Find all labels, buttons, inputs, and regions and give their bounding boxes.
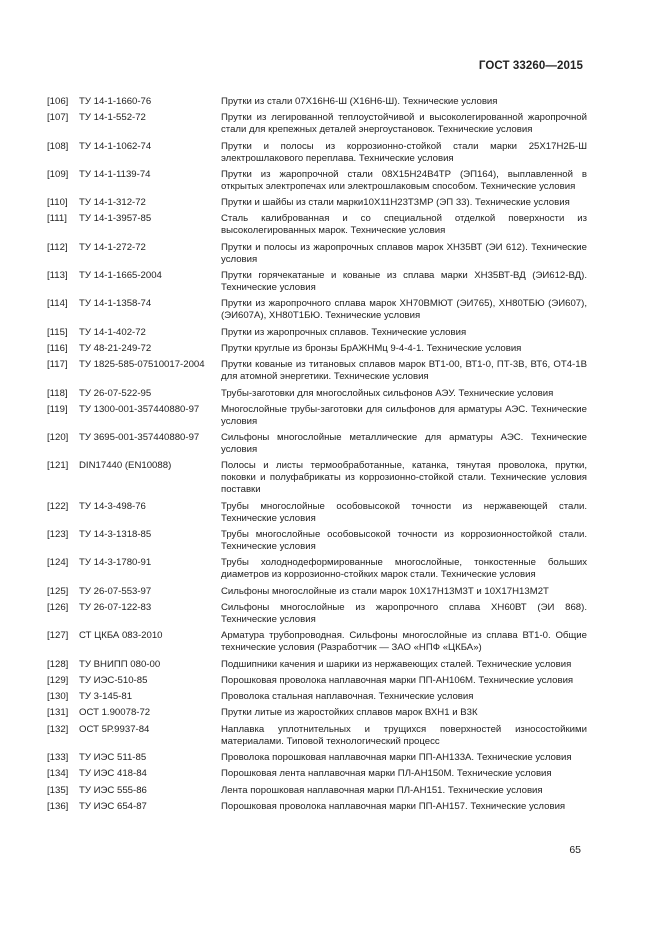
reference-title: Прутки и шайбы из стали марки10Х11Н23Т3МР (ЭП 33). Технические условия [221,197,570,209]
reference-item [47,752,587,764]
reference-number: [130] [47,691,69,703]
reference-title: Прутки из жаропрочной стали 08Х15Н24В4ТР (ЭП164), выплавленной в открытых электропечах или электрошлаковым способом. Технические условия [221,168,587,192]
reference-code: ТУ ИЭС 654-87 [79,800,147,812]
reference-item [47,529,587,553]
reference-number: [131] [47,707,69,719]
reference-title: Сильфоны многослойные из стали марок 10Х17Н13М3Т и 10Х17Н13М2Т [221,585,549,597]
reference-code: ТУ 3-145-81 [79,691,133,703]
reference-number: [133] [47,752,69,764]
reference-title: Трубы холоднодеформированные многослойные, тонкостенные больших диаметров из коррозионно-стойких марок стали. Технические условия [221,557,587,581]
reference-item [47,586,587,598]
reference-item [47,404,587,428]
reference-code: ТУ 14-3-1780-91 [79,557,152,569]
reference-code: ТУ 14-1-1139-74 [79,168,151,180]
reference-item [47,460,587,496]
reference-item [47,327,587,339]
reference-number: [114] [47,298,68,310]
reference-code: ТУ 26-07-122-83 [79,601,152,613]
reference-code: СТ ЦКБА 083-2010 [79,630,163,642]
reference-title: Трубы многослойные особовысокой точности из коррозионностойкой стали. Технические условия [221,529,587,553]
reference-number: [121] [47,460,69,472]
reference-code: ТУ 14-3-498-76 [79,500,146,512]
reference-number: [126] [47,601,69,613]
reference-code: ТУ ИЭС 511-85 [79,752,147,764]
reference-number: [118] [47,387,68,399]
reference-item [47,270,587,294]
reference-item [47,242,587,266]
reference-number: [116] [47,342,68,354]
reference-number: [111] [47,213,67,225]
reference-code: ТУ 14-1-1062-74 [79,140,152,152]
reference-number: [106] [47,96,69,107]
reference-item [47,557,587,581]
reference-item [47,602,587,626]
reference-number: [129] [47,674,69,686]
reference-number: [128] [47,658,69,670]
reference-title: Подшипники качения и шарики из нержавеющих сталей. Технические условия [221,658,572,670]
reference-number: [117] [47,359,68,371]
reference-title: Прутки круглые из бронзы БрАЖНМц 9-4-4-1. Технические условия [221,342,522,354]
reference-code: ТУ 14-3-1318-85 [79,529,152,541]
reference-title: Многослойные трубы-заготовки для сильфонов для арматуры АЭС. Технические условия [221,403,587,427]
reference-code: ТУ 14-1-552-72 [79,112,146,124]
reference-title: Прутки и полосы из жаропрочных сплавов марок ХН35ВТ (ЭИ 612). Технические условия [221,241,587,265]
reference-code: DIN17440 (EN10088) [79,460,172,472]
reference-item [47,96,587,108]
reference-title: Прутки из стали 07Х16Н6-Ш (Х16Н6-Ш). Технические условия [221,96,498,107]
reference-code: ТУ ИЭС 555-86 [79,784,147,796]
reference-code: ТУ 14-1-1660-76 [79,96,152,107]
reference-code: ТУ 14-1-3957-85 [79,213,152,225]
reference-title: Порошковая лента наплавочная марки ПЛ-АН150М. Технические условия [221,768,552,780]
reference-code: ТУ 1825-585-07510017-2004 [79,359,205,371]
reference-item [47,675,587,687]
reference-title: Прутки из жаропрочных сплавов. Технические условия [221,326,467,338]
reference-title: Прутки литые из жаростойких сплавов марок ВХН1 и В3К [221,707,478,719]
reference-number: [115] [47,326,68,338]
reference-title: Прутки из жаропрочного сплава марок ХН70ВМЮТ (ЭИ765), ХН80ТБЮ (ЭИ607), (ЭИ607А), ХН80Т1БЮ. Технические условия [221,298,587,322]
reference-number: [120] [47,432,69,444]
reference-title: Проволока порошковая наплавочная марки ПП-АН133А. Технические условия [221,752,572,764]
reference-title: Трубы многослойные особовысокой точности из нержавеющей стали. Технические условия [221,500,587,524]
reference-title: Сильфоны многослойные из жаропрочного сплава ХН60ВТ (ЭИ 868). Технические условия [221,601,587,625]
reference-number: [107] [47,112,69,124]
reference-title: Арматура трубопроводная. Сильфоны многослойные из сплава ВТ1-0. Общие технические условия (Разработчик — ЗАО «НПФ «ЦКБА») [221,630,587,654]
reference-title: Проволока стальная наплавочная. Технические условия [221,691,474,703]
reference-code: ОСТ 1.90078-72 [79,707,151,719]
reference-item [47,359,587,383]
reference-number: [112] [47,241,68,253]
reference-code: ТУ 3695-001-357440880-97 [79,432,200,444]
reference-title: Порошковая проволока наплавочная марки ПП-АН157. Технические условия [221,800,566,812]
reference-code: ТУ ИЭС-510-85 [79,674,148,686]
reference-number: [123] [47,529,69,541]
reference-item [47,707,587,719]
reference-item [47,691,587,703]
reference-title: Прутки и полосы из коррозионно-стойкой стали марки 25Х17Н2Б-Ш электрошлакового переплава. Технические условия [221,140,587,164]
reference-item [47,213,587,237]
reference-list [47,96,587,817]
reference-item [47,343,587,355]
reference-number: [122] [47,500,69,512]
document-header: ГОСТ 33260—2015 [478,60,583,72]
reference-code: ТУ ВНИПП 080-00 [79,658,161,670]
reference-code: ТУ 14-1-1358-74 [79,298,152,310]
page-number: 65 [569,844,581,856]
reference-code: ОСТ 5Р.9937-84 [79,723,150,735]
reference-item [47,169,587,193]
reference-code: ТУ 26-07-553-97 [79,585,152,597]
reference-item [47,630,587,654]
reference-title: Порошковая проволока наплавочная марки ПП-АН106М. Технические условия [221,674,574,686]
reference-number: [113] [47,270,68,282]
reference-number: [132] [47,723,69,735]
reference-item [47,768,587,780]
reference-item [47,298,587,322]
reference-code: ТУ 14-1-312-72 [79,197,146,209]
reference-code: ТУ ИЭС 418-84 [79,768,147,780]
reference-number: [110] [47,197,68,209]
reference-title: Сталь калиброванная и со специальной отделкой поверхности из высоколегированных марок. Технические условия [221,213,587,237]
reference-number: [109] [47,168,69,180]
reference-number: [134] [47,768,69,780]
reference-number: [119] [47,403,68,415]
reference-item [47,724,587,748]
reference-item [47,501,587,525]
reference-item [47,141,587,165]
reference-code: ТУ 14-1-1665-2004 [79,270,162,282]
reference-number: [125] [47,585,69,597]
reference-title: Лента порошковая наплавочная марки ПЛ-АН151. Технические условия [221,784,543,796]
reference-code: ТУ 14-1-272-72 [79,241,146,253]
reference-number: [124] [47,557,69,569]
reference-title: Прутки горячекатаные и кованые из сплава марки ХН35ВТ-ВД (ЭИ612-ВД). Технические условия [221,270,587,294]
reference-number: [127] [47,630,69,642]
reference-number: [108] [47,140,69,152]
reference-item [47,801,587,813]
reference-item [47,432,587,456]
reference-title: Прутки кованые из титановых сплавов марок ВТ1-00, ВТ1-0, ПТ-3В, ВТ6, ОТ4-1В для атомной энергетики. Технические условия [221,359,587,383]
reference-item [47,388,587,400]
reference-title: Прутки из легированной теплоустойчивой и высоколегированной жаропрочной стали для крепежных деталей энергоустановок. Технические условия [221,112,587,136]
reference-item [47,659,587,671]
reference-code: ТУ 1300-001-357440880-97 [79,403,200,415]
reference-title: Наплавка уплотнительных и трущихся поверхностей износостойкими материалами. Типовой технологический процесс [221,723,587,747]
reference-item [47,197,587,209]
reference-number: [136] [47,800,69,812]
reference-title: Сильфоны многослойные металлические для арматуры АЭС. Технические условия [221,432,587,456]
reference-code: ТУ 14-1-402-72 [79,326,146,338]
reference-item [47,112,587,136]
reference-code: ТУ 48-21-249-72 [79,342,152,354]
reference-item [47,785,587,797]
reference-title: Полосы и листы термообработанные, катанка, тянутая проволока, прутки, поковки и полуфабрикаты из коррозионно-стойкой стали. Технические условия поставки [221,460,587,496]
reference-code: ТУ 26-07-522-95 [79,387,152,399]
reference-title: Трубы-заготовки для многослойных сильфонов АЭУ. Технические условия [221,387,554,399]
reference-number: [135] [47,784,69,796]
